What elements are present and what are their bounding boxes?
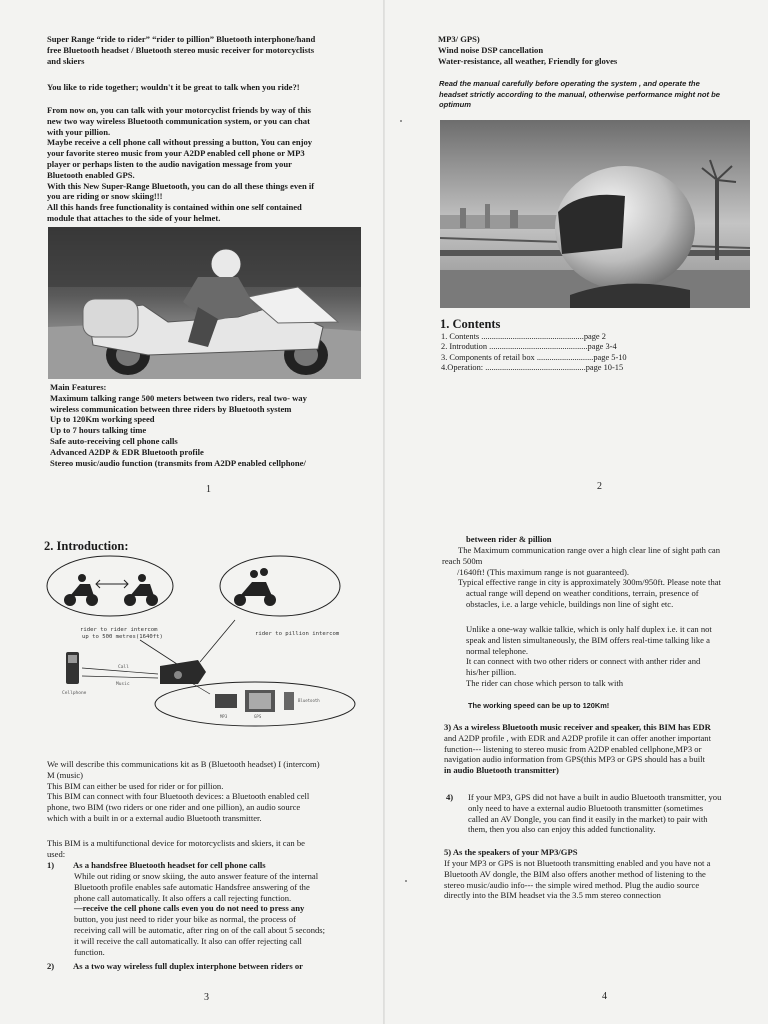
text-line: them, then you also can enjoy this added functionality. (468, 824, 656, 835)
label-mp3: MP3 (220, 714, 228, 719)
manual-note (439, 79, 720, 111)
item-number: 2) (47, 961, 55, 971)
text-line: Wind noise DSP cancellation (438, 44, 544, 55)
text-line: If your MP3, GPS did not have a built in audio Bluetooth transmitter, you (468, 792, 722, 802)
text-line: Unlike a one-way walkie talkie, which is only half duplex i.e. it can not (466, 624, 712, 634)
text-line: /1640ft! (This maximum range is not guaranteed). (457, 566, 630, 577)
text-line: The Maximum communication range over a high clear line of sight path can (458, 545, 721, 555)
item4-paragraph (468, 792, 721, 835)
scan-speck (400, 120, 402, 122)
text-line: Water-resistance, all weather, Friendly for gloves (438, 55, 618, 66)
motorcycle-photo (48, 227, 361, 379)
item-title: 5) As the speakers of your MP3/GPS (444, 847, 578, 857)
text-line: normal telephone. (466, 645, 529, 656)
item-number: 1) (47, 860, 55, 870)
text-line: in audio Bluetooth transmitter) (444, 765, 559, 776)
text-line: used: (47, 848, 66, 859)
text-line: reach 500m (442, 555, 483, 566)
bim-description (47, 759, 320, 824)
contents-heading: 1. Contents (440, 317, 501, 331)
text-line: Stereo music/audio function (transmits from A2DP enabled cellphone/ (50, 457, 306, 468)
text-line: headset strictly according to the manual, otherwise performance might not be (439, 89, 721, 99)
item5-paragraph (444, 858, 710, 901)
text-line: speak and listen simultaneously, the BIM offers real-time talking like a (466, 634, 710, 645)
table-of-contents (441, 332, 627, 374)
text-line: called an AV Dongle, you can find it easily in the market) to pair with (468, 813, 708, 824)
text-line: actual range will depend on weather conditions, terrain, presence of (466, 588, 699, 599)
page-number: 1 (206, 484, 211, 495)
text-line: Bluetooth enabled GPS. (47, 169, 135, 180)
scan-speck (405, 880, 407, 882)
item-title: As a handsfree Bluetooth headset for cell phone calls (73, 860, 266, 870)
text-line: wireless communication between three riders by Bluetooth system (50, 403, 292, 414)
text-line: Safe auto-receiving cell phone calls (50, 435, 178, 446)
page-number: 2 (597, 481, 602, 492)
text-line: With this New Super-Range Bluetooth, you can do all these things even if (47, 180, 315, 191)
text-line: Super Range “ride to rider” “rider to pillion” Bluetooth interphone/hand (47, 34, 316, 44)
page-1 (0, 0, 384, 512)
label-music: Music (116, 682, 130, 687)
label-rider-to-pillion: rider to pillion intercom (255, 631, 340, 637)
text-line: Up to 120Km working speed (50, 414, 155, 425)
main-features (50, 382, 307, 468)
text-line: function--- listening to stereo music from A2DP enabled cellphone,MP3 or (444, 743, 702, 754)
label-cellphone: Cellphone (62, 691, 87, 696)
text-line: This BIM can connect with four Bluetooth devices: a Bluetooth enabled cell (47, 791, 310, 802)
text-line: your favorite stereo music from your A2DP enabled cell phone or MP3 (47, 148, 305, 159)
text-line: module that attaches to the side of your helmet. (47, 212, 221, 223)
text-line: obstacles, i.e. a large vehicle, buildings non line of sight etc. (466, 598, 674, 609)
item-title: As a two way wireless full duplex interphone between riders or (73, 961, 303, 971)
walkie-paragraph (466, 624, 712, 689)
range-paragraph (442, 545, 721, 610)
text-line: M (music) (47, 769, 84, 780)
toc-item: 4.Operation: ................................................page 10-15 (441, 363, 624, 373)
introduction-heading: 2. Introduction: (44, 539, 129, 553)
text-line: While out riding or snow skiing, the auto answer feature of the internal (74, 871, 319, 881)
text-line: 3) As a wireless Bluetooth music receiver and speaker, this BIM has EDR (444, 722, 711, 732)
toc-item: 3. Components of retail box ...........................page 5-10 (441, 352, 627, 362)
text-line: and skiers (47, 55, 85, 66)
text-line: Bluetooth AV dongle, the BIM also offers another method of listening to the (444, 868, 706, 879)
text-line: All this hands free functionality is contained within one self contained (47, 202, 302, 213)
label-call: Call (118, 665, 129, 670)
label-bluetooth: Bluetooth (298, 698, 320, 703)
text-line: stereo music/audio info--- the simple wired method. Plug the audio source (444, 879, 700, 890)
text-line: directly into the BIM headset via the 3.5 mm stereo connection (444, 890, 661, 901)
text-line: This BIM can either be used for rider or for pillion. (47, 780, 224, 791)
intercom-diagram (40, 554, 360, 730)
text-line: it will receive the call automatically. It also can offer rejecting call (74, 935, 302, 946)
text-line: It can connect with two other riders or connect with anther rider and (466, 656, 701, 667)
item3-paragraph (444, 722, 711, 776)
features-continued (438, 34, 617, 66)
text-line: his/her pillion. (466, 667, 517, 678)
label-range: up to 500 metres(1640ft) (82, 634, 163, 640)
text-line: —receive the cell phone calls even you do not need to press any (74, 903, 305, 914)
text-line: You like to ride together; wouldn't it be great to talk when you ride?! (47, 82, 300, 92)
text-line: free Bluetooth headset / Bluetooth stereo music receiver for motorcyclists (47, 44, 315, 55)
text-line: We will describe this communications kit as B (Bluetooth headset) I (intercom) (47, 759, 320, 769)
text-line: Up to 7 hours talking time (50, 425, 147, 436)
text-line: Maybe receive a cell phone call without pressing a button, You can enjoy (47, 137, 313, 148)
page-2 (384, 0, 768, 512)
helmet-photo (440, 120, 750, 308)
text-line: you are riding or snow skiing!!! (47, 191, 163, 202)
text-line: navigation audio information from GPS(this MP3 or GPS should has a built (444, 754, 705, 765)
text-line: only need to have a external audio Bluetooth transmitter (sometimes (468, 802, 704, 813)
text-line: If your MP3 or GPS is not Bluetooth transmitting enabled and you have not a (444, 858, 711, 868)
page-number: 4 (602, 991, 607, 1002)
text-line: phone call automatically. It also offers a call rejecting function. (74, 892, 292, 903)
text-line: MP3/ GPS) (438, 34, 480, 44)
text-line: Bluetooth profile enables safe automatic Handsfree answering of the (74, 881, 310, 892)
label-gps: GPS (254, 714, 262, 719)
text-line: The rider can chose which person to talk with (466, 677, 624, 688)
item-number: 4) (446, 792, 454, 802)
text-line: Read the manual carefully before operating the system , and operate the (439, 79, 700, 88)
page-number: 3 (204, 992, 209, 1003)
text-line: button, you just need to rider your bike as normal, the process of (74, 914, 296, 925)
item1-text (74, 871, 325, 957)
text-line: phone, two BIM (two riders or one rider and one pillion), an audio source (47, 802, 301, 813)
label-rider-to-rider: rider to rider intercom (80, 627, 158, 633)
text-line: player or perhaps listen to the audio navigation message from your (47, 158, 292, 169)
bim-uses (47, 838, 305, 860)
text-line: between rider & pillion (466, 534, 552, 544)
text-line: Advanced A2DP & EDR Bluetooth profile (50, 446, 204, 457)
text-line: optimum (439, 100, 472, 109)
text-line: which with a built in or a external audio Bluetooth transmitter. (47, 812, 262, 823)
toc-item: 2. Introdution ...............................................page 3-4 (441, 342, 617, 352)
features-heading: Main Features: (50, 382, 107, 392)
text-line: This BIM is a multifunctional device for motorcyclists and skiers, it can be (47, 838, 305, 848)
question-line (47, 82, 300, 93)
text-line: function. (74, 946, 105, 957)
page-4 (384, 512, 768, 1024)
text-line: receiving call will be automatic, after ring on of the call about 5 seconds; (74, 924, 326, 935)
product-title (47, 34, 315, 66)
text-line: Typical effective range in city is approximately 300m/950ft. Please note that (458, 577, 721, 588)
text-line: and A2DP profile , with EDR and A2DP profile it can offer another important (444, 732, 711, 743)
working-speed: The working speed can be up to 120Km! (468, 701, 610, 710)
text-line: From now on, you can talk with your motorcyclist friends by way of this (47, 105, 312, 115)
toc-item: 1. Contents .................................................page 2 (441, 332, 606, 341)
page-3 (0, 512, 384, 1024)
intro-body (47, 105, 365, 224)
text-line: new two way wireless Bluetooth communication system, or you can chat (47, 115, 310, 126)
text-line: with your pillion. (47, 126, 111, 137)
text-line: Maximum talking range 500 meters between two riders, real two- way (50, 392, 307, 403)
